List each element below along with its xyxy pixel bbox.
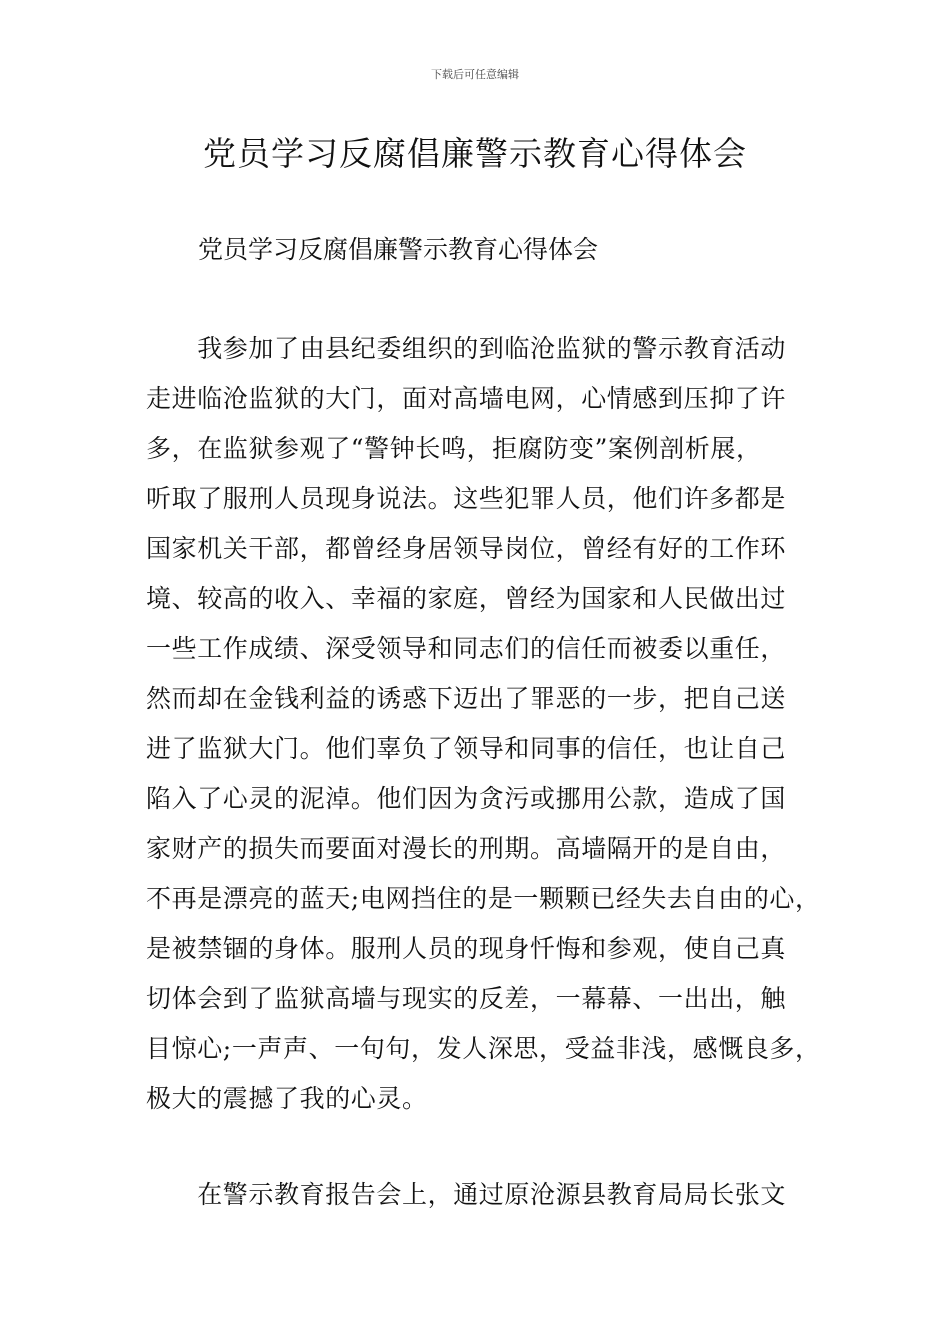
text-line: 是被禁锢的身体。服刑人员的现身忏悔和参观，使自己真 [146,934,787,963]
text-line: 极大的震撼了我的心灵。 [146,1084,428,1113]
header-note: 下载后可任意编辑 [431,68,519,81]
text-line: 不再是漂亮的蓝天;电网挡住的是一颗颗已经失去自由的心， [146,884,821,913]
paragraph-2 [146,1170,826,1220]
text-line: 走进临沧监狱的大门，面对高墙电网，心情感到压抑了许 [146,384,787,413]
text-line: 一些工作成绩、深受领导和同志们的信任而被委以重任， [146,634,787,663]
paragraph-1 [146,324,826,1124]
document-subtitle: 党员学习反腐倡廉警示教育心得体会 [198,235,599,264]
text-line: 陷入了心灵的泥淖。他们因为贪污或挪用公款，造成了国 [146,784,787,813]
text-line: 家财产的损失而要面对漫长的刑期。高墙隔开的是自由， [146,834,787,863]
text-line: 然而却在金钱利益的诱惑下迈出了罪恶的一步，把自己送 [146,684,787,713]
text-line: 切体会到了监狱高墙与现实的反差，一幕幕、一出出，触 [146,984,787,1013]
text-line: 目惊心;一声声、一句句，发人深思，受益非浅，感慨良多， [146,1034,821,1063]
text-line: 听取了服刑人员现身说法。这些犯罪人员，他们许多都是 [146,484,787,513]
text-line: 在警示教育报告会上，通过原沧源县教育局局长张文 [146,1180,787,1209]
text-line: 我参加了由县纪委组织的到临沧监狱的警示教育活动 [146,334,787,363]
text-line: 进了监狱大门。他们辜负了领导和同事的信任，也让自己 [146,734,787,763]
text-line: 国家机关干部，都曾经身居领导岗位，曾经有好的工作环 [146,534,787,563]
text-line: 境、较高的收入、幸福的家庭，曾经为国家和人民做出过 [146,584,787,613]
document-title: 党员学习反腐倡廉警示教育心得体会 [203,134,747,173]
text-line: 多，在监狱参观了“警钟长鸣，拒腐防变”案例剖析展， [146,434,762,463]
